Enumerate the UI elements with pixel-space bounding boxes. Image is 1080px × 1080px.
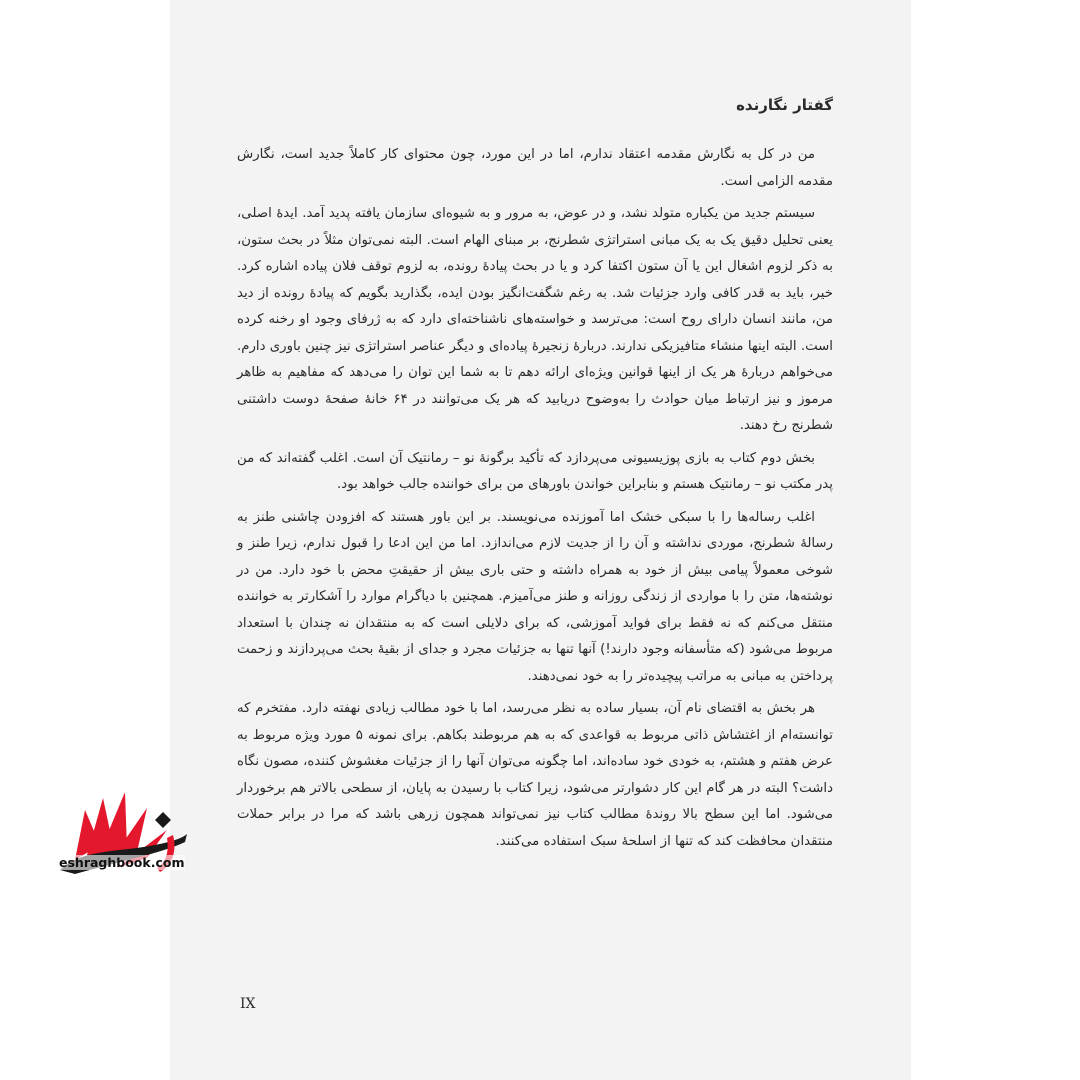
paragraph-3: بخش دوم کتاب به بازی پوزیسیونی می‌پردازد که تأکید برگونهٔ نو – رمانتیک آن است. اغلب گفته‌اند که من پدر مکتب نو – رمانتیک هستم و بنابراین خواندن باورهای من برای خواننده جالب خواهد بود. xyxy=(237,450,833,492)
paragraph-1: من در کل به نگارش مقدمه اعتقاد ندارم، اما در این مورد، چون محتوای کار کاملاً جدید است، نگارش مقدمه الزامی است. xyxy=(237,147,833,189)
page-content xyxy=(237,90,833,861)
paragraph-2: سیستم جدید من یکباره متولد نشد، و در عوض، به مرور و به شیوه‌ای سازمان یافته پدید آمد. ایدهٔ اصلی، یعنی تحلیل دقیق یک به یک مبانی استراتژی شطرنج، بر مبنای الهام است. البته نمی‌توان مثلاً در بحث ستون، به ذکر لزوم اشغال این یا آن ستون اکتفا کرد و یا در بحث پیادهٔ رونده، به لزوم توقف فلان پیاده اشاره کرد. خیر، باید به قدر کافی وارد جزئیات شد. به رغم شگفت‌انگیز بودن ایده، بگذارید بگویم که پیادهٔ رونده از دید من، مانند انسان دارای روح است: می‌ترسد و خواسته‌های ناشناخته‌ای دارد که به ژرفای وجود او رخنه کرده است. البته اینها منشاء متافیزیکی ندارند. دربارهٔ زنجیرهٔ پیاده‌ای و دیگر عناصر استراتژی نیز چنین باوری دارم. می‌خواهم دربارهٔ هر یک از اینها قوانین ویژه‌ای ارائه دهم تا به شما این توان را می‌دهد که مفاهیم به ظاهر مرموز و نیز ارتباط میان حوادث را به‌وضوح دریابید که هر یک می‌توانند در ۶۴ خانهٔ صفحهٔ دوست داشتنی شطرنج رخ دهند. xyxy=(237,206,833,433)
page-number: IX xyxy=(240,996,256,1012)
eshragh-logo-icon xyxy=(55,790,190,905)
paragraph-4: اغلب رساله‌ها را با سبکی خشک اما آموزنده می‌نویسند. بر این باور هستند که افزودن چاشنی طنز به رسالهٔ شطرنج، موردی نداشته و آن را از جدیت لازم می‌اندازد. اما من این ادعا را قبول ندارم، زیرا طنز و شوخی معمولاً پیامی بیش از خود به همراه داشته و حتی باری بیش از حقیقتِ محض با خود دارد. من در نوشته‌ها، متن را با مواردی از زندگی روزانه و طنز می‌آمیزم. همچنین با دیاگرام موارد را آشکارتر به خواننده منتقل می‌کنم که نه فقط برای فواید آموزشی، که برای دلایلی است که به منتقدان نه چندان با استعداد مربوط می‌شود (که متأسفانه وجود دارند!) آنها تنها به جزئیات مجرد و جدای از بقیهٔ بحث می‌پردازند و زحمت پرداختن به مبانی به مراتب پیچیده‌تر را به خود نمی‌دهند. xyxy=(237,509,833,684)
paragraph-5: هر بخش به اقتضای نام آن، بسیار ساده به نظر می‌رسد، اما با خود مطالب زیادی نهفته دارد. مفتخرم که توانسته‌ام از اغتشاش ذاتی مربوط به قواعدی که به هم مربوطند بکاهم. برای نمونه ۵ مورد ویژه مربوط به عرض هفتم و هشتم، به خودی خود ساده‌اند، اما چگونه می‌توان آنها را از جزئیات مغشوش کننده، مصون نگاه داشت؟ البته در هر گام این کار دشوارتر می‌شود، زیرا کتاب با رسیدن به پایان، از سطحی بالاتر هم برخوردار می‌شود. اما این سطح بالا روندهٔ مطالب کتاب نیز نمی‌تواند همچون زرهی باشد که مرا در برابر حملات منتقدان محافظت کند که تنها از اسلحهٔ سبک استفاده می‌کنند. xyxy=(237,701,834,849)
page-heading: گفتار نگارنده xyxy=(736,96,833,114)
watermark-url: eshraghbook.com xyxy=(59,855,185,870)
